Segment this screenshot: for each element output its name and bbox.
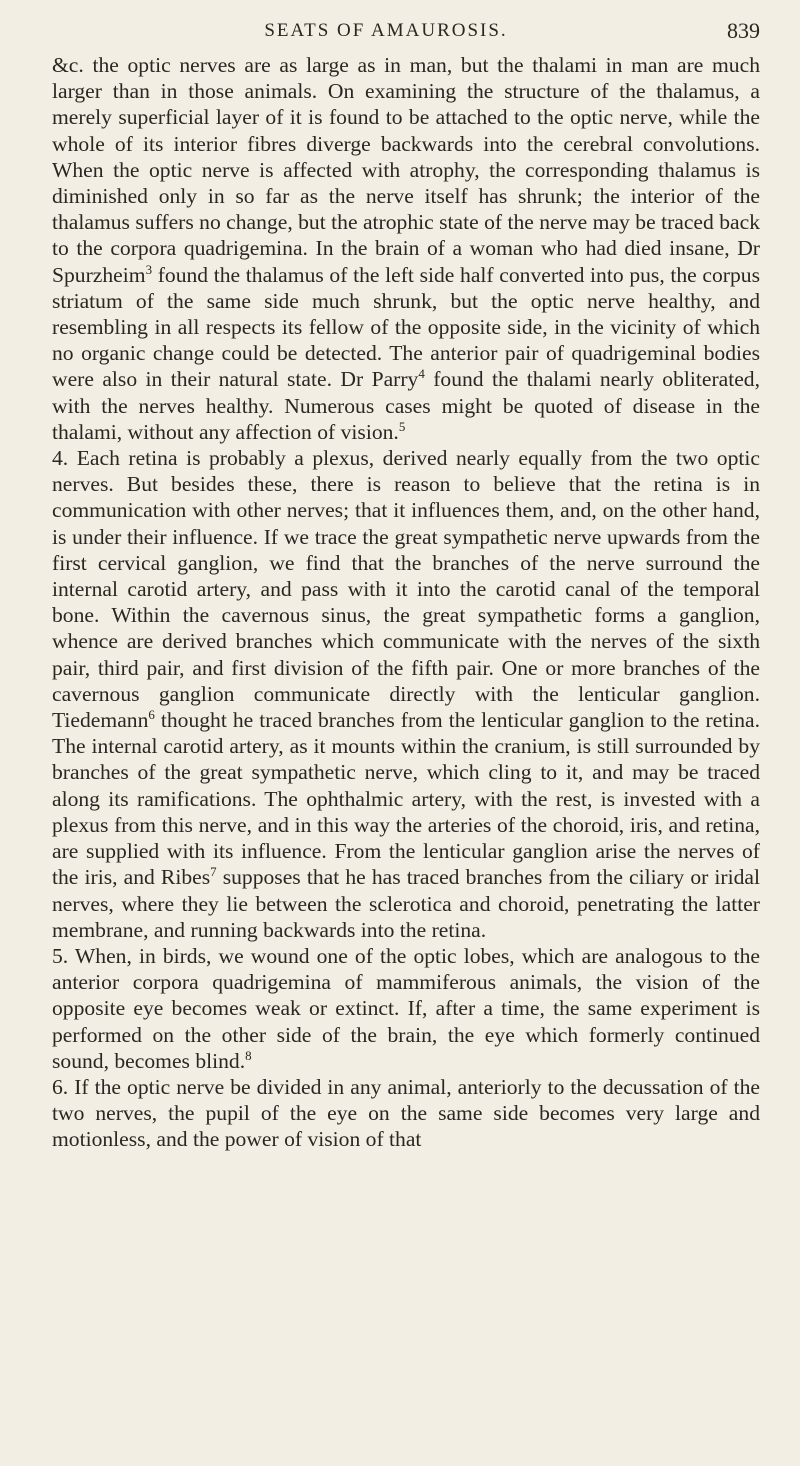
text-run: &c. the optic nerves are as large as in man, but the thalami in man are much larger than in those animals. On examining the structure of the thalamus, a merely superficial layer of it is found to be attached to the optic nerve, while the whole of its interior fibres diverge backwards into the cerebral convolutions. When the optic nerve is affected with atrophy, the corresponding thalamus is diminished only in so far as the nerve itself has shrunk; the interior of the thalamus suffers no change, but the atrophic state of the nerve may be traced back to the corpora quadrigemina. In the brain of a woman who had died insane, Dr Spurzheim: [52, 53, 760, 287]
text-run: supposes that he has traced branches from the ciliary or iridal nerves, where they lie between the sclerotica and choroid, penetrating the latter membrane, and running backwards into the retina.: [52, 865, 760, 942]
footnote-ref: 7: [210, 864, 217, 880]
running-head: [52, 14, 760, 52]
footnote-ref: 5: [398, 418, 406, 434]
text-run: 6. If the optic nerve be divided in any animal, anteriorly to the decussation of the two nerves, the pupil of the eye on the same side becomes very large and motionless, and the power of vision of that: [52, 1074, 760, 1152]
paragraph-section-6: [52, 1074, 760, 1153]
footnote-ref: 3: [145, 261, 153, 277]
text-run: found the thalamus of the left side half converted into pus, the corpus striatum of the same side much shrunk, but the optic nerve healthy, and resembling in all respects its fellow of the opposite side, in the vicinity of which no organic change could be detected. The anterior pair of quadrigeminal bodies were also in their natural state. Dr Parry: [52, 262, 760, 392]
paragraph: [52, 52, 760, 445]
body-text: [52, 52, 760, 1153]
paragraph-section-5: [52, 943, 760, 1074]
running-head-title: SEATS OF AMAUROSIS.: [264, 20, 508, 41]
footnote-ref: 8: [245, 1047, 252, 1063]
text-run: thought he traced branches from the lenticular ganglion to the retina. The internal carotid artery, as it mounts within the cranium, is still surrounded by branches of the great sympathetic nerve, which cling to it, and may be traced along its ramifications. The ophthalmic artery, with the rest, is invested with a plexus from this nerve, and in this way the arteries of the choroid, iris, and retina, are supplied with its influence. From the lenticular ganglion arise the nerves of the iris, and Ribes: [52, 708, 760, 890]
text-run: found the thalami nearly obliterated, with the nerves healthy. Numerous cases might be quoted of disease in the thalami, without any affection of vision.: [52, 367, 760, 444]
paragraph-section-4: [52, 445, 760, 943]
text-run: 5. When, in birds, we wound one of the optic lobes, which are analogous to the anterior corpora quadrigemina of mammiferous animals, the vision of the opposite eye becomes weak or extinct. If, after a time, the same experiment is performed on the other side of the brain, the eye which formerly continued sound, becomes blind.: [52, 943, 760, 1073]
footnote-ref: 6: [148, 706, 155, 722]
page-number: 839: [727, 18, 760, 43]
footnote-ref: 4: [418, 366, 425, 382]
text-run: 4. Each retina is probably a plexus, derived nearly equally from the two optic nerves. But besides these, there is reason to believe that the retina is in communication with other nerves; that it influences them, and, on the other hand, is under their influence. If we trace the great sympathetic nerve upwards from the first cervical ganglion, we find that the branches of the nerve surround the internal carotid artery, and pass with it into the carotid canal of the temporal bone. Within the cavernous sinus, the great sympathetic forms a ganglion, whence are derived branches which communicate with the nerves of the sixth pair, third pair, and first division of the fifth pair. One or more branches of the cavernous ganglion communicate directly with the lenticular ganglion. Tiedemann: [52, 446, 760, 733]
